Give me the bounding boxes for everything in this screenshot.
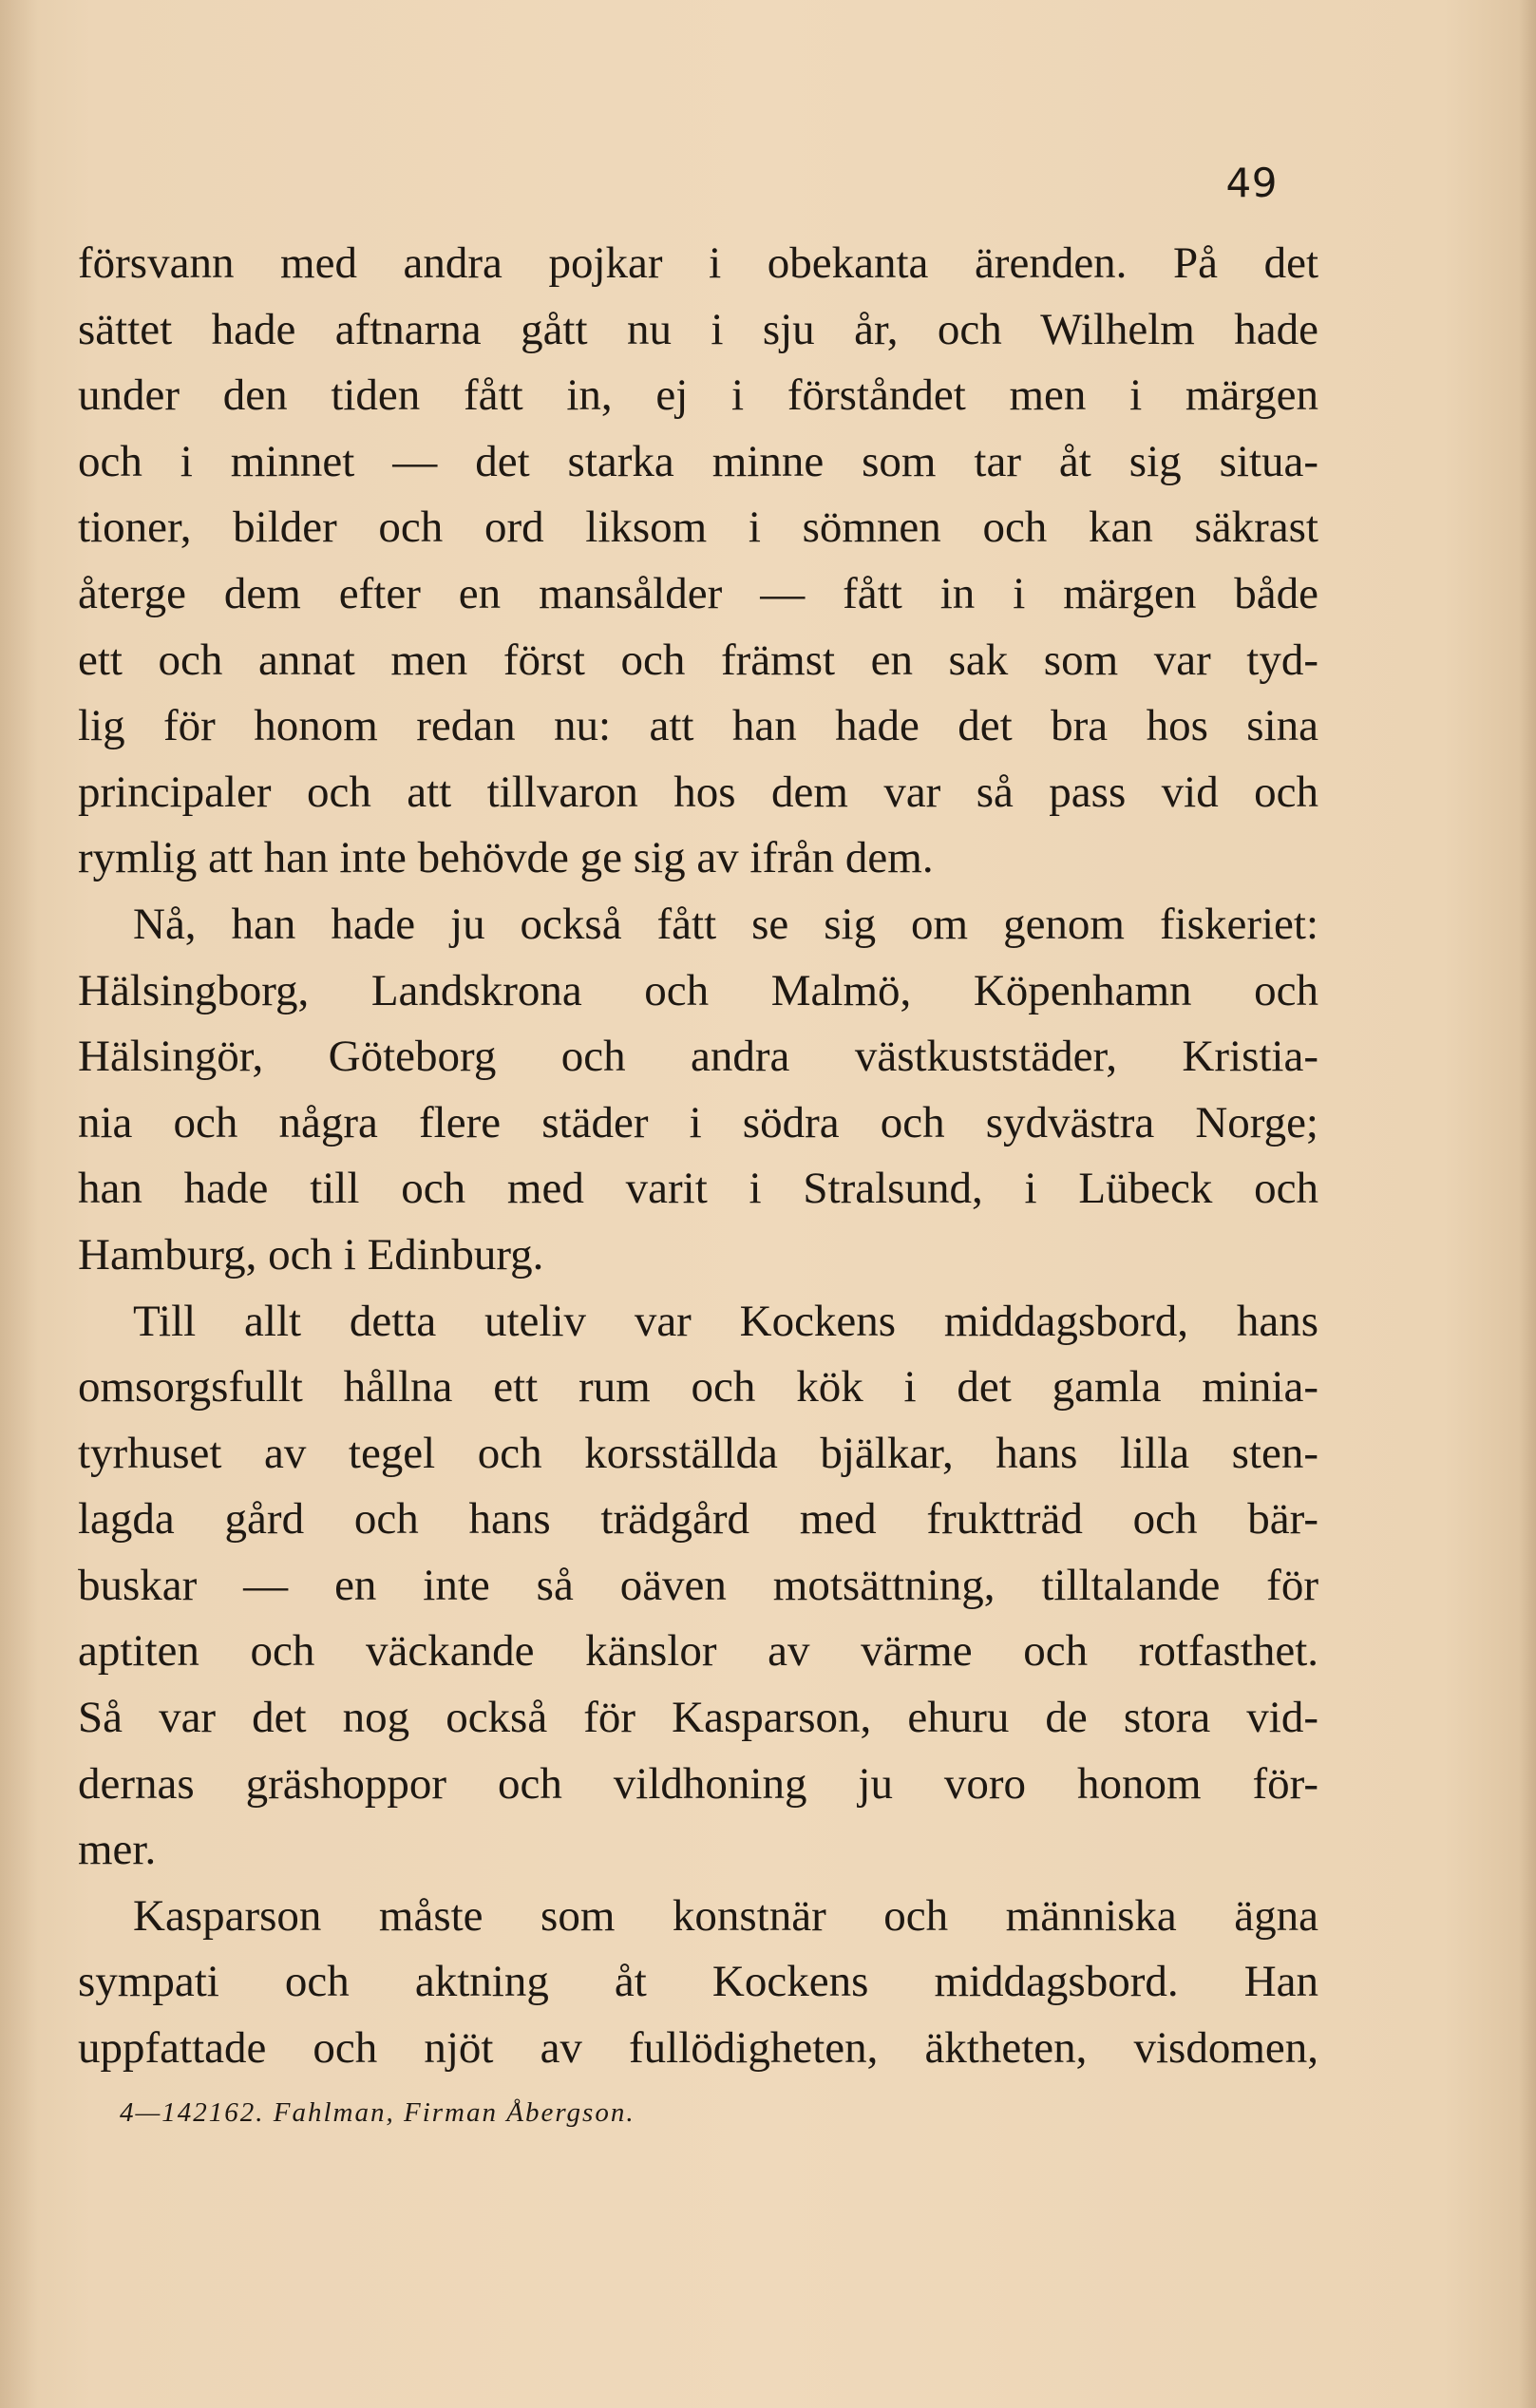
text-line: Nå, han hade ju också fått se sig om genom fiskeriet: — [133, 899, 1318, 949]
text-line: tioner, bilder och ord liksom i sömnen och kan säkrast — [78, 502, 1318, 553]
page-edge-shadow — [1519, 0, 1536, 2408]
text-line: ett och annat men först och främst en sak som var tyd- — [78, 635, 1318, 685]
text-line: omsorgsfullt hållna ett rum och kök i det gamla minia- — [78, 1362, 1318, 1413]
text-line: tyrhuset av tegel och korsställda bjälkar, hans lilla sten- — [78, 1428, 1318, 1478]
text-line: han hade till och med varit i Stralsund, i Lübeck och — [78, 1164, 1318, 1214]
body-text — [78, 231, 1318, 2082]
text-line: mer. — [78, 1825, 157, 1875]
text-line: lagda gård och hans trädgård med fruktträd och bär- — [78, 1494, 1318, 1545]
binding-shadow — [0, 0, 38, 2408]
text-line: dernas gräshoppor och vildhoning ju voro honom för- — [78, 1758, 1318, 1809]
text-line: återge dem efter en mansålder — fått in i märgen både — [78, 568, 1318, 618]
text-line: buskar — en inte så oäven motsättning, tilltalande för — [78, 1560, 1318, 1610]
text-line: sympati och aktning åt Kockens middagsbord. Han — [78, 1957, 1318, 2007]
text-line: Hälsingör, Göteborg och andra västkuststäder, Kristia- — [78, 1032, 1318, 1082]
text-line: Kasparson måste som konstnär och människa ägna — [133, 1890, 1318, 1941]
text-line: Så var det nog också för Kasparson, ehuru de stora vid- — [78, 1693, 1318, 1743]
text-line: nia och några flere städer i södra och sydvästra Norge; — [78, 1097, 1318, 1147]
text-line: principaler och att tillvaron hos dem var så pass vid och — [78, 767, 1318, 817]
text-line: och i minnet — det starka minne som tar åt sig situa- — [78, 436, 1318, 486]
text-line: försvann med andra pojkar i obekanta ärenden. På det — [78, 238, 1318, 288]
text-line: lig för honom redan nu: att han hade det bra hos sina — [78, 701, 1318, 751]
text-line: rymlig att han inte behövde ge sig av ifrån dem. — [78, 833, 934, 883]
printer-signature-mark: 4—142162. Fahlman, Firman Åbergson. — [120, 2097, 635, 2128]
text-line: uppfattade och njöt av fullödigheten, äktheten, visdomen, — [78, 2023, 1318, 2074]
page-number: 49 — [1225, 160, 1278, 206]
text-line: Hälsingborg, Landskrona och Malmö, Köpenhamn och — [78, 965, 1318, 1015]
text-line: Till allt detta uteliv var Kockens middagsbord, hans — [133, 1296, 1318, 1346]
text-line: under den tiden fått in, ej i förståndet men i märgen — [78, 370, 1318, 421]
text-line: sättet hade aftnarna gått nu i sju år, och Wilhelm hade — [78, 304, 1318, 354]
text-line: aptiten och väckande känslor av värme och rotfasthet. — [78, 1626, 1318, 1677]
text-line: Hamburg, och i Edinburg. — [78, 1229, 544, 1280]
